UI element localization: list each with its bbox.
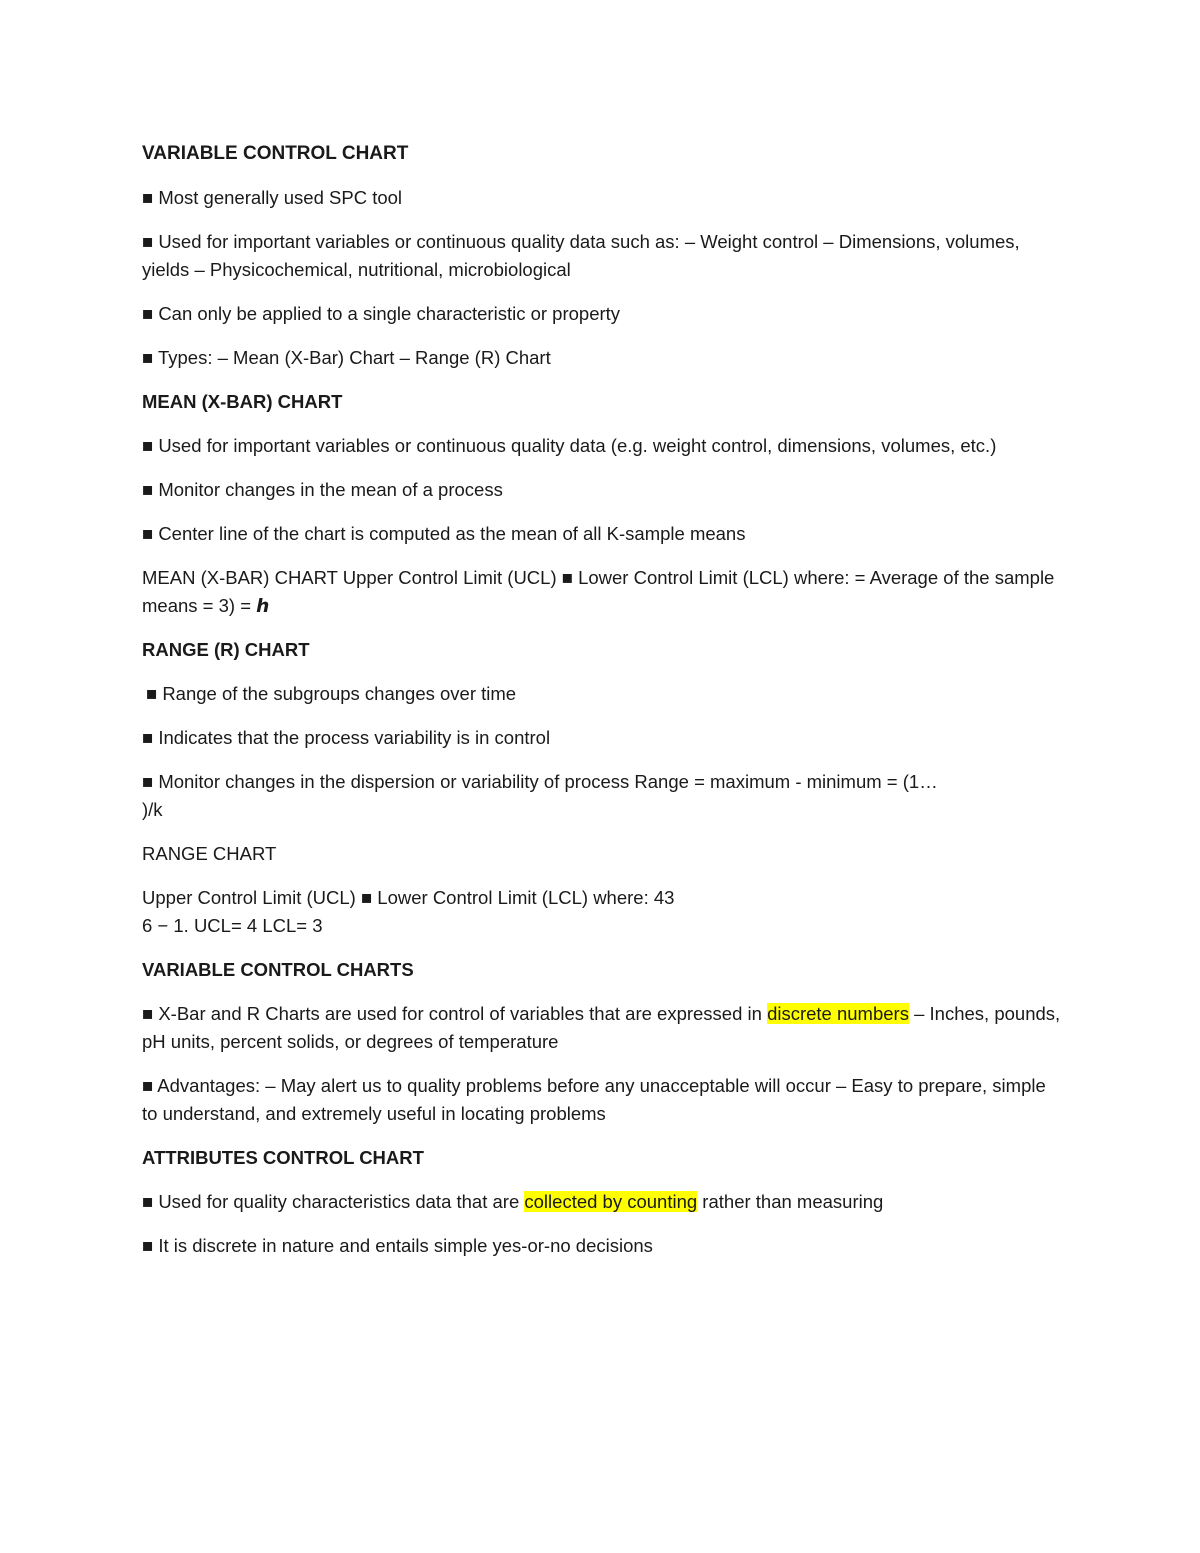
formula-text: = ( bbox=[886, 771, 909, 792]
formula-text: 4 bbox=[246, 915, 258, 936]
bullet-text: – Inches, pounds, pH units, percent solids, or degrees of temperature bbox=[142, 1003, 1061, 1052]
formula-text: MEAN (X-BAR) CHART Upper Control Limit (UCL) ■ Lower Control Limit (LCL) where: bbox=[142, 567, 855, 588]
highlighted-text: discrete numbers bbox=[767, 1003, 909, 1024]
document-body bbox=[142, 140, 1062, 1276]
bullet-used-for-variables: ■ Used for important variables or continuous quality data such as: – Weight control – Dimensions, volumes, yields – Physicochemical, nutritional, microbiological bbox=[142, 231, 1020, 280]
formula-text: ℎ bbox=[256, 595, 270, 616]
bullet-most-used: ■ Most generally used SPC tool bbox=[142, 187, 403, 208]
range-chart-formula-paragraph bbox=[142, 884, 1062, 940]
heading-mean-chart: MEAN (X-BAR) CHART bbox=[142, 391, 343, 412]
bullet-monitor-mean: ■ Monitor changes in the mean of a process bbox=[142, 479, 503, 500]
heading-attributes-control-chart: ATTRIBUTES CONTROL CHART bbox=[142, 1147, 424, 1168]
formula-text: 6 − 1. UCL= bbox=[142, 915, 247, 936]
highlighted-text: collected by counting bbox=[524, 1191, 698, 1212]
heading-variable-control-chart: VARIABLE CONTROL CHART bbox=[142, 143, 409, 164]
bullet-center-line: ■ Center line of the chart is computed as the mean of all K-sample means bbox=[142, 523, 746, 544]
formula-text: ■ Monitor changes in the dispersion or variability of process Range = maximum - minimum bbox=[142, 771, 887, 792]
formula-text: 3) bbox=[218, 595, 241, 616]
bullet-advantages: ■ Advantages: – May alert us to quality problems before any unacceptable will occur – Easy to prepare, simple to understand, and extremely useful in locating problems bbox=[142, 1075, 1046, 1124]
formula-text: LCL= bbox=[257, 915, 313, 936]
bullet-range-subgroups: ■ Range of the subgroups changes over time bbox=[146, 683, 517, 704]
formula-text: 1… bbox=[908, 771, 938, 792]
range-chart-label: RANGE CHART bbox=[142, 843, 277, 864]
formula-text: = bbox=[202, 595, 219, 616]
formula-text: 3 bbox=[312, 915, 323, 936]
bullet-discrete-nature: ■ It is discrete in nature and entails simple yes-or-no decisions bbox=[142, 1235, 653, 1256]
formula-text: Upper Control Limit (UCL) ■ Lower Control Limit (LCL) where: bbox=[142, 887, 654, 908]
bullet-text: ■ Used for quality characteristics data that are bbox=[142, 1191, 525, 1212]
formula-text: 3 bbox=[664, 887, 675, 908]
bullet-text: ■ X-Bar and R Charts are used for control of variables that are expressed in bbox=[142, 1003, 768, 1024]
bullet-monitor-dispersion bbox=[142, 768, 1062, 824]
formula-text: 4 bbox=[653, 887, 665, 908]
bullet-variability-in-control: ■ Indicates that the process variability is in control bbox=[142, 727, 551, 748]
bullet-mean-used-for: ■ Used for important variables or continuous quality data (e.g. weight control, dimensions, volumes, etc.) bbox=[142, 435, 997, 456]
mean-chart-formula-paragraph bbox=[142, 564, 1062, 620]
bullet-types: ■ Types: – Mean (X-Bar) Chart – Range (R) Chart bbox=[142, 347, 551, 368]
bullet-collected-by-counting bbox=[142, 1188, 1062, 1216]
bullet-single-characteristic: ■ Can only be applied to a single characteristic or property bbox=[142, 303, 621, 324]
heading-range-chart: RANGE (R) CHART bbox=[142, 639, 310, 660]
bullet-text: rather than measuring bbox=[697, 1191, 884, 1212]
heading-variable-control-charts: VARIABLE CONTROL CHARTS bbox=[142, 959, 414, 980]
bullet-xbar-r-discrete bbox=[142, 1000, 1062, 1056]
formula-text: = bbox=[240, 595, 257, 616]
formula-text: )/k bbox=[142, 799, 163, 820]
formula-text: = Average of the sample means bbox=[142, 567, 1055, 616]
